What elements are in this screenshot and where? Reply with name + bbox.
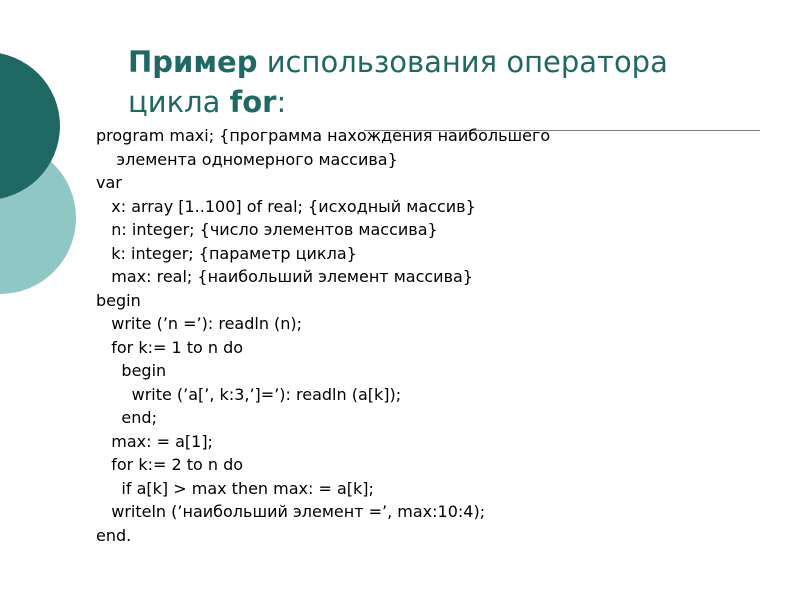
code-line: for k:= 2 to n do [96,455,244,474]
code-line: end; [96,408,157,427]
title-normal-part: использования оператора цикла [128,45,668,119]
title-bold-part: Пример [128,45,258,79]
code-line: write (’n =’): readln (n); [96,314,303,333]
code-line: begin [96,290,141,310]
title-keyword: for [229,85,277,119]
code-line: begin [96,361,167,380]
code-line: элемента одномерного массива} [96,149,398,169]
code-line: end. [96,525,132,545]
slide-title [128,42,768,122]
code-line: k: integer; {параметр цикла} [96,243,357,263]
code-line: writeln (’наибольший элемент =’, max:10:4); [96,502,486,521]
code-line: n: integer; {число элементов массива} [96,220,438,239]
code-line: write (’a[’, k:3,’]=’): readln (a[k]); [96,384,402,404]
code-block [96,124,786,547]
code-line: for k:= 1 to n do [96,337,244,357]
code-line: if a[k] > max then max: = a[k]; [96,478,374,498]
code-line: max: real; {наибольший элемент массива} [96,267,473,286]
code-line: var [96,173,122,192]
code-line: x: array [1..100] of real; {исходный массив} [96,196,476,216]
title-tail: : [276,85,287,119]
code-line: program maxi; {программа нахождения наибольшего [96,126,551,145]
code-line: max: = a[1]; [96,431,213,451]
